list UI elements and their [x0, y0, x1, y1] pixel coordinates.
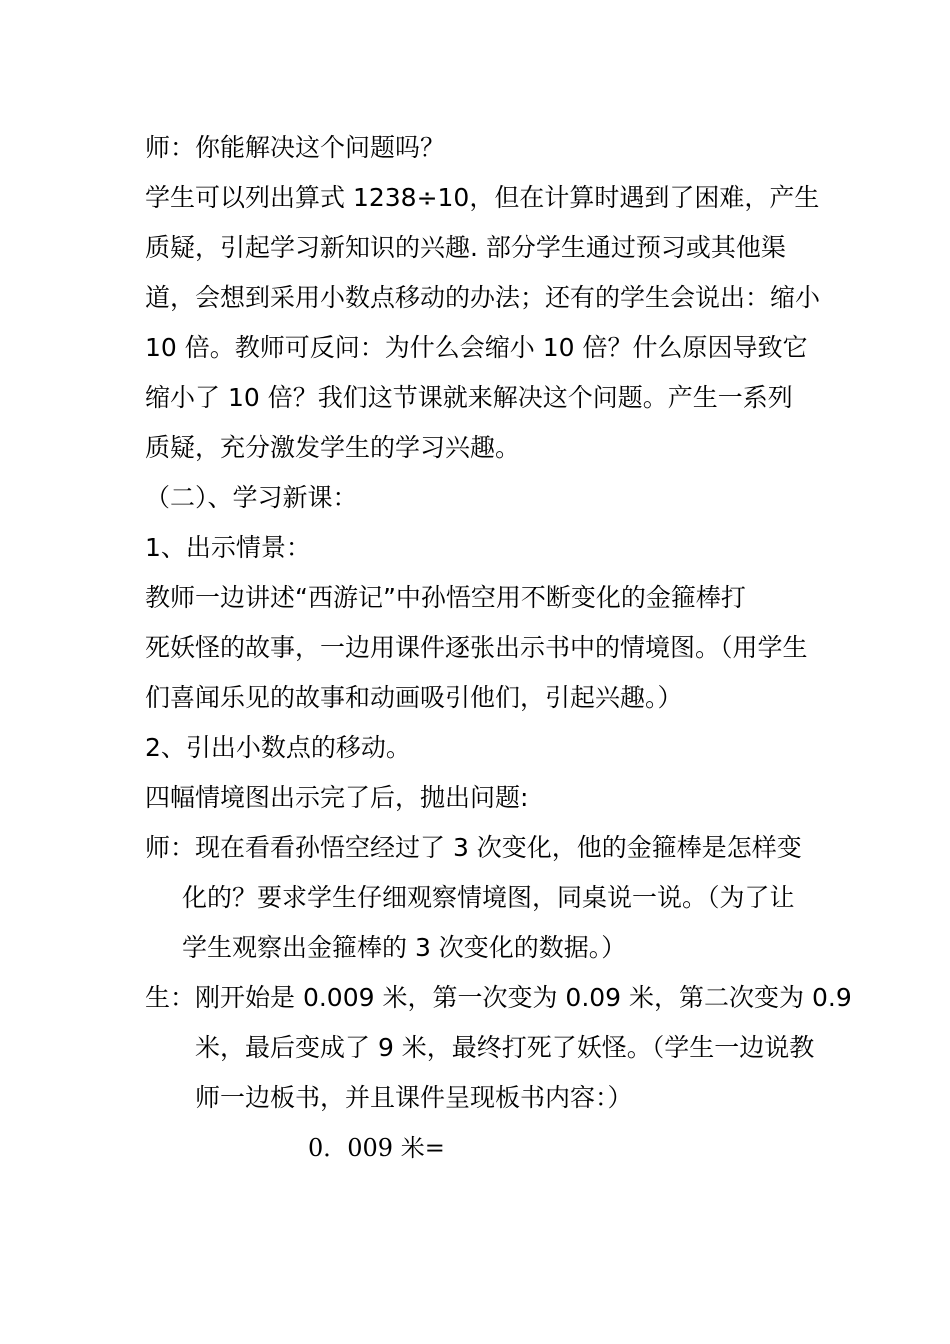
- paragraph-line: 缩小了 10 倍？我们这节课就来解决这个问题。产生一系列: [145, 383, 793, 412]
- paragraph-line: 学生可以列出算式 1238÷10，但在计算时遇到了困难，产生: [145, 183, 820, 212]
- paragraph-line: 道，会想到采用小数点移动的办法；还有的学生会说出：缩小: [145, 283, 821, 312]
- dialogue-continuation: 学生观察出金箍棒的 3 次变化的数据。）: [182, 933, 627, 962]
- section-heading: （二）、学习新课：: [145, 483, 358, 512]
- subsection-heading: 1、出示情景：: [145, 533, 311, 562]
- paragraph-line: 四幅情境图出示完了后，抛出问题:: [145, 783, 529, 812]
- dialogue-continuation: 化的？要求学生仔细观察情境图，同桌说一说。（为了让: [182, 883, 795, 912]
- paragraph-line: 们喜闻乐见的故事和动画吸引他们，引起兴趣。）: [145, 683, 683, 712]
- dialogue-continuation: 师一边板书，并且课件呈现板书内容：）: [195, 1083, 633, 1112]
- paragraph-line: 质疑，充分激发学生的学习兴趣。: [145, 433, 521, 462]
- dialogue-teacher: 师：现在看看孙悟空经过了 3 次变化，他的金箍棒是怎样变: [145, 833, 802, 862]
- paragraph-line: 教师一边讲述“西游记”中孙悟空用不断变化的金箍棒打: [145, 583, 746, 612]
- dialogue-student: 生：刚开始是 0.009 米，第一次变为 0.09 米，第二次变为 0.9: [145, 983, 852, 1012]
- paragraph-line: 质疑，引起学习新知识的兴趣. 部分学生通过预习或其他渠: [145, 233, 786, 262]
- paragraph-line: 10 倍。教师可反问：为什么会缩小 10 倍？什么原因导致它: [145, 333, 808, 362]
- dialogue-teacher-question: 师：你能解决这个问题吗？: [145, 133, 446, 162]
- subsection-heading: 2、引出小数点的移动。: [145, 733, 411, 762]
- dialogue-continuation: 米，最后变成了 9 米，最终打死了妖怪。（学生一边说教: [195, 1033, 815, 1062]
- paragraph-line: 死妖怪的故事，一边用课件逐张出示书中的情境图。（用学生: [145, 633, 808, 662]
- board-formula: 0．009 米=: [308, 1134, 445, 1162]
